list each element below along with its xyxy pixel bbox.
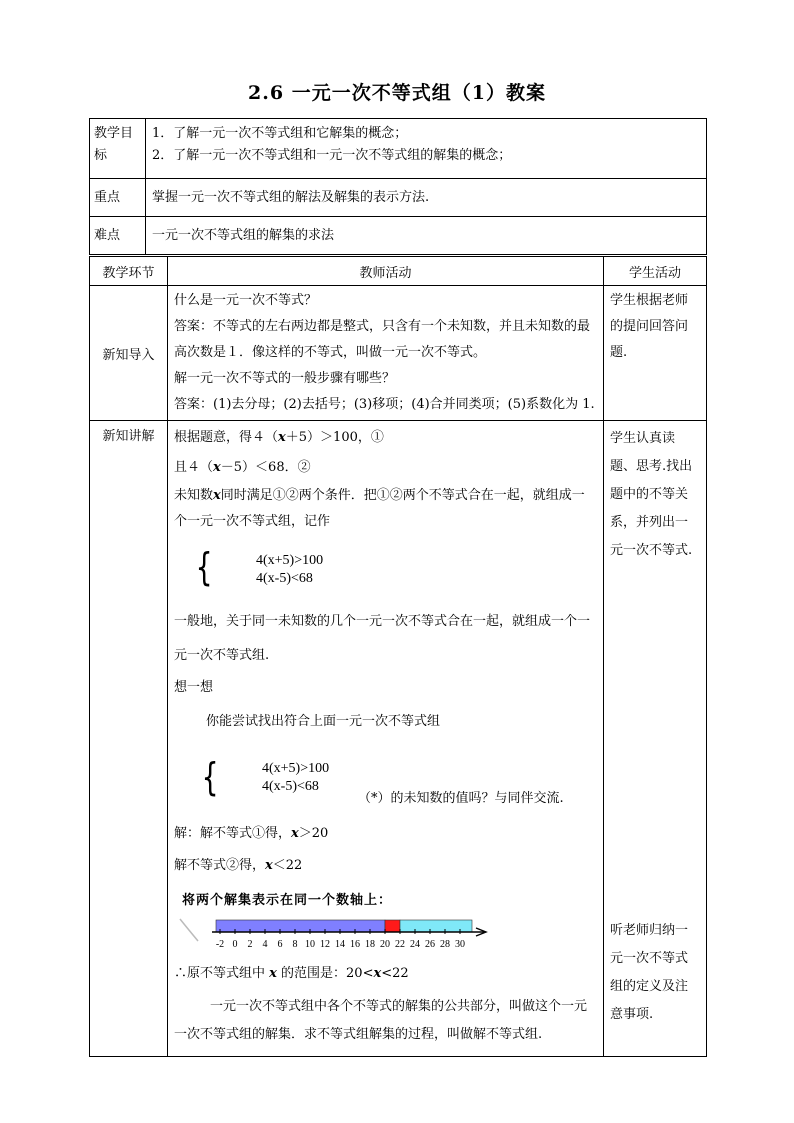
think-heading: 想一想: [174, 680, 214, 695]
condition-2: 且４（x－5）＜68．②: [174, 460, 311, 475]
eq-4: 4(x-5)<68: [262, 779, 319, 794]
system-2: [174, 745, 597, 811]
solution-bar-gt20: [400, 920, 472, 932]
info-table: [89, 118, 707, 255]
solution-definition: 一元一次不等式组中各个不等式的解集的公共部分，叫做这个一元一次不等式组的解集．求不等式组解集的过程，叫做解不等式组.: [174, 999, 588, 1042]
solution-bar-lt22: [216, 920, 385, 932]
brace-icon: {: [201, 755, 219, 799]
decor-stroke: [180, 919, 198, 941]
header-student: 学生活动: [604, 257, 707, 286]
think-prompt: 你能尝试找出符合上面一元一次不等式组: [206, 714, 441, 729]
page-title: 2.6 一元一次不等式组（1）教案: [248, 82, 546, 104]
header-row: [90, 257, 707, 286]
intro-q2: 解一元一次不等式的一般步骤有哪些？: [174, 371, 396, 386]
solution-1: 解：解不等式①得，x＞20: [174, 826, 329, 841]
tick-label: 22: [395, 939, 405, 950]
difficulty-row: [90, 217, 707, 255]
tick-label: 8: [292, 939, 298, 950]
tick-label: 24: [410, 939, 420, 950]
number-line: [174, 911, 504, 955]
header-teacher: 教师活动: [168, 257, 604, 286]
solution-bar-common: [385, 920, 400, 932]
eq-1: 4(x+5)>100: [256, 553, 324, 568]
lecture-student-1: 学生认真读题、思考.找出题中的不等关系，并列出一元一次不等式.: [610, 431, 693, 558]
tick-label: 26: [425, 939, 435, 950]
lecture-student-2: 听老师归纳一元一次不等式组的定义及注意事项.: [610, 923, 689, 1022]
tick-label: 20: [380, 939, 390, 950]
range-result: ∴原不等式组中 x 的范围是：20<x<22: [174, 966, 409, 981]
eq-3: 4(x+5)>100: [262, 761, 330, 776]
combine-text: 未知数x同时满足①②两个条件．把①②两个不等式合在一起，就组成一个一元一次不等式组，记作: [174, 488, 585, 529]
tick-label: 2: [247, 939, 253, 950]
system-1: [174, 539, 597, 597]
goal-2: 2．了解一元一次不等式组和一元一次不等式组的解集的概念；: [152, 148, 512, 163]
goals-label: 教学目标: [90, 119, 146, 179]
intro-student: 学生根据老师的提问回答问题.: [604, 286, 707, 421]
goal-1: 1．了解一元一次不等式组和它解集的概念；: [152, 126, 408, 141]
tick-label: 4: [262, 939, 268, 950]
definition-text: 一般地，关于同一未知数的几个一元一次不等式合在一起，就组成一个一元一次不等式组.: [174, 614, 591, 663]
intro-a1: 答案：不等式的左右两边都是整式，只含有一个未知数，并且未知数的最高次数是１．像这样的不等式，叫做一元一次不等式。: [174, 319, 591, 360]
tick-label: 18: [365, 939, 375, 950]
lecture-row: [90, 421, 707, 1057]
intro-q1: 什么是一元一次不等式？: [174, 293, 318, 308]
difficulty-text: 一元一次不等式组的解集的求法: [146, 217, 707, 255]
number-line-figure: [174, 885, 597, 959]
difficulty-label: 难点: [90, 217, 146, 255]
number-line-title: 将两个解集表示在同一个数轴上：: [182, 893, 393, 908]
tick-label: 10: [305, 939, 315, 950]
header-stage: 教学环节: [90, 257, 168, 286]
keypoint-label: 重点: [90, 179, 146, 217]
tick-label: 6: [277, 939, 283, 950]
lecture-stage: 新知讲解: [90, 421, 168, 1057]
intro-a2: 答案：(1)去分母；(2)去括号；(3)移项；(4)合并同类项；(5)系数化为 1.: [174, 397, 595, 412]
brace-icon: {: [195, 545, 213, 589]
think-question: （*）的未知数的值吗？与同伴交流.: [358, 791, 564, 806]
eq-2: 4(x-5)<68: [256, 571, 313, 586]
tick-label: 16: [350, 939, 360, 950]
condition-1: 根据题意，得４（x＋5）＞100，①: [174, 430, 384, 445]
keypoint-row: [90, 179, 707, 217]
intro-row: [90, 286, 707, 421]
lesson-table: [89, 256, 707, 1057]
goals-row: [90, 119, 707, 179]
intro-stage: 新知导入: [90, 286, 168, 421]
tick-label: 12: [320, 939, 330, 950]
tick-label: -2: [215, 939, 225, 950]
tick-label: 0: [232, 939, 238, 950]
keypoint-text: 掌握一元一次不等式组的解法及解集的表示方法.: [146, 179, 707, 217]
tick-label: 14: [335, 939, 345, 950]
solution-2: 解不等式②得，x＜22: [174, 858, 303, 873]
tick-label: 28: [440, 939, 450, 950]
tick-label: 30: [455, 939, 465, 950]
